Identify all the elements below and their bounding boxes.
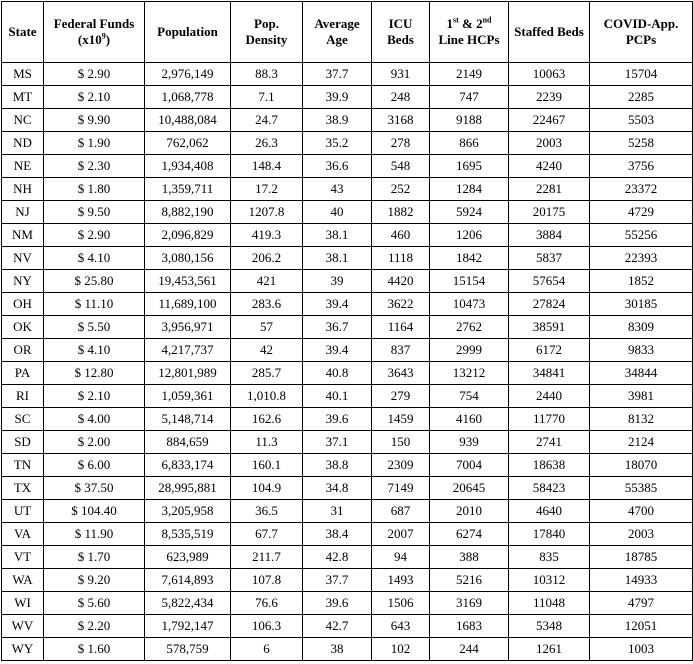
cell-hcps: 6274 — [430, 523, 509, 546]
cell-covid-pcps: 34844 — [590, 362, 693, 385]
table-row — [2, 500, 693, 523]
cell-state: MS — [2, 63, 44, 86]
table-row — [2, 247, 693, 270]
cell-staffed-beds: 4640 — [509, 500, 590, 523]
header-federal-funds-unit-close: ) — [105, 32, 111, 47]
table-row — [2, 523, 693, 546]
cell-staffed-beds: 2741 — [509, 431, 590, 454]
cell-population: 3,956,971 — [145, 316, 231, 339]
cell-icu-beds: 687 — [372, 500, 430, 523]
cell-staffed-beds: 34841 — [509, 362, 590, 385]
cell-average-age: 36.7 — [303, 316, 372, 339]
cell-state: NH — [2, 178, 44, 201]
cell-covid-pcps: 9833 — [590, 339, 693, 362]
cell-federal-funds: $ 9.50 — [44, 201, 145, 224]
cell-covid-pcps: 2124 — [590, 431, 693, 454]
cell-hcps: 7004 — [430, 454, 509, 477]
cell-hcps: 866 — [430, 132, 509, 155]
cell-pop-density: 36.5 — [231, 500, 303, 523]
cell-covid-pcps: 4700 — [590, 500, 693, 523]
cell-federal-funds: $ 2.10 — [44, 86, 145, 109]
table-row — [2, 546, 693, 569]
cell-average-age: 39.4 — [303, 293, 372, 316]
cell-hcps: 13212 — [430, 362, 509, 385]
cell-federal-funds: $ 11.10 — [44, 293, 145, 316]
header-hcps-nd: nd — [482, 15, 492, 25]
cell-population: 578,759 — [145, 638, 231, 661]
cell-population: 3,080,156 — [145, 247, 231, 270]
cell-federal-funds: $ 1.60 — [44, 638, 145, 661]
cell-staffed-beds: 22467 — [509, 109, 590, 132]
header-federal-funds — [44, 2, 145, 63]
cell-average-age: 37.1 — [303, 431, 372, 454]
table-row — [2, 431, 693, 454]
cell-staffed-beds: 2440 — [509, 385, 590, 408]
cell-icu-beds: 94 — [372, 546, 430, 569]
cell-staffed-beds: 58423 — [509, 477, 590, 500]
cell-population: 11,689,100 — [145, 293, 231, 316]
cell-staffed-beds: 5837 — [509, 247, 590, 270]
cell-hcps: 1842 — [430, 247, 509, 270]
cell-state: SC — [2, 408, 44, 431]
table-row — [2, 224, 693, 247]
cell-population: 1,934,408 — [145, 155, 231, 178]
cell-state: RI — [2, 385, 44, 408]
cell-pop-density: 88.3 — [231, 63, 303, 86]
cell-state: NY — [2, 270, 44, 293]
table-row — [2, 569, 693, 592]
cell-icu-beds: 1164 — [372, 316, 430, 339]
cell-population: 623,989 — [145, 546, 231, 569]
cell-pop-density: 107.8 — [231, 569, 303, 592]
cell-hcps: 9188 — [430, 109, 509, 132]
cell-staffed-beds: 2239 — [509, 86, 590, 109]
table-row — [2, 638, 693, 661]
cell-hcps: 1695 — [430, 155, 509, 178]
cell-icu-beds: 150 — [372, 431, 430, 454]
cell-average-age: 39.6 — [303, 592, 372, 615]
cell-state: OR — [2, 339, 44, 362]
cell-average-age: 42.7 — [303, 615, 372, 638]
cell-population: 19,453,561 — [145, 270, 231, 293]
table-row — [2, 316, 693, 339]
cell-staffed-beds: 57654 — [509, 270, 590, 293]
cell-covid-pcps: 4797 — [590, 592, 693, 615]
cell-icu-beds: 3168 — [372, 109, 430, 132]
cell-pop-density: 11.3 — [231, 431, 303, 454]
cell-staffed-beds: 835 — [509, 546, 590, 569]
cell-population: 8,882,190 — [145, 201, 231, 224]
cell-staffed-beds: 11048 — [509, 592, 590, 615]
cell-population: 12,801,989 — [145, 362, 231, 385]
cell-icu-beds: 1459 — [372, 408, 430, 431]
cell-icu-beds: 7149 — [372, 477, 430, 500]
cell-pop-density: 57 — [231, 316, 303, 339]
cell-hcps: 2010 — [430, 500, 509, 523]
cell-average-age: 38.8 — [303, 454, 372, 477]
cell-hcps: 3169 — [430, 592, 509, 615]
cell-staffed-beds: 3884 — [509, 224, 590, 247]
cell-staffed-beds: 11770 — [509, 408, 590, 431]
cell-icu-beds: 279 — [372, 385, 430, 408]
cell-population: 5,148,714 — [145, 408, 231, 431]
cell-hcps: 1206 — [430, 224, 509, 247]
header-staffed-beds: Staffed Beds — [509, 2, 590, 63]
cell-hcps: 1683 — [430, 615, 509, 638]
cell-covid-pcps: 4729 — [590, 201, 693, 224]
table-row — [2, 155, 693, 178]
cell-federal-funds: $ 2.10 — [44, 385, 145, 408]
cell-average-age: 40 — [303, 201, 372, 224]
cell-pop-density: 26.3 — [231, 132, 303, 155]
cell-staffed-beds: 1261 — [509, 638, 590, 661]
cell-population: 2,976,149 — [145, 63, 231, 86]
cell-pop-density: 67.7 — [231, 523, 303, 546]
cell-covid-pcps: 55385 — [590, 477, 693, 500]
cell-staffed-beds: 27824 — [509, 293, 590, 316]
cell-covid-pcps: 2285 — [590, 86, 693, 109]
cell-icu-beds: 460 — [372, 224, 430, 247]
cell-pop-density: 160.1 — [231, 454, 303, 477]
cell-pop-density: 419.3 — [231, 224, 303, 247]
header-federal-funds-unit-base: (x10 — [77, 32, 102, 47]
cell-population: 10,488,084 — [145, 109, 231, 132]
cell-hcps: 244 — [430, 638, 509, 661]
cell-covid-pcps: 1852 — [590, 270, 693, 293]
cell-staffed-beds: 38591 — [509, 316, 590, 339]
table-row — [2, 615, 693, 638]
cell-covid-pcps: 3756 — [590, 155, 693, 178]
cell-pop-density: 1207.8 — [231, 201, 303, 224]
cell-federal-funds: $ 2.30 — [44, 155, 145, 178]
cell-covid-pcps: 18070 — [590, 454, 693, 477]
cell-population: 6,833,174 — [145, 454, 231, 477]
cell-pop-density: 24.7 — [231, 109, 303, 132]
table-row — [2, 592, 693, 615]
cell-hcps: 15154 — [430, 270, 509, 293]
cell-pop-density: 76.6 — [231, 592, 303, 615]
cell-pop-density: 283.6 — [231, 293, 303, 316]
cell-covid-pcps: 30185 — [590, 293, 693, 316]
cell-federal-funds: $ 5.50 — [44, 316, 145, 339]
cell-staffed-beds: 10063 — [509, 63, 590, 86]
cell-federal-funds: $ 12.80 — [44, 362, 145, 385]
cell-hcps: 10473 — [430, 293, 509, 316]
header-hcps-second: & 2 — [458, 16, 483, 31]
cell-population: 2,096,829 — [145, 224, 231, 247]
cell-state: WI — [2, 592, 44, 615]
cell-hcps: 388 — [430, 546, 509, 569]
cell-average-age: 38 — [303, 638, 372, 661]
cell-federal-funds: $ 37.50 — [44, 477, 145, 500]
cell-population: 28,995,881 — [145, 477, 231, 500]
cell-icu-beds: 252 — [372, 178, 430, 201]
table-row — [2, 86, 693, 109]
cell-pop-density: 17.2 — [231, 178, 303, 201]
cell-average-age: 37.7 — [303, 63, 372, 86]
table-row — [2, 385, 693, 408]
cell-average-age: 43 — [303, 178, 372, 201]
cell-icu-beds: 1118 — [372, 247, 430, 270]
table-body — [2, 63, 693, 661]
header-icu-beds: ICU Beds — [372, 2, 430, 63]
cell-staffed-beds: 17840 — [509, 523, 590, 546]
cell-hcps: 2999 — [430, 339, 509, 362]
cell-federal-funds: $ 5.60 — [44, 592, 145, 615]
cell-population: 762,062 — [145, 132, 231, 155]
cell-average-age: 34.8 — [303, 477, 372, 500]
cell-icu-beds: 1493 — [372, 569, 430, 592]
cell-icu-beds: 102 — [372, 638, 430, 661]
cell-population: 1,792,147 — [145, 615, 231, 638]
cell-population: 5,822,434 — [145, 592, 231, 615]
cell-state: SD — [2, 431, 44, 454]
table-row — [2, 132, 693, 155]
cell-federal-funds: $ 25.80 — [44, 270, 145, 293]
cell-hcps: 747 — [430, 86, 509, 109]
cell-state: WV — [2, 615, 44, 638]
header-pop-density: Pop. Density — [231, 2, 303, 63]
cell-hcps: 20645 — [430, 477, 509, 500]
header-federal-funds-unit-exp: 9 — [101, 31, 106, 41]
cell-pop-density: 6 — [231, 638, 303, 661]
cell-staffed-beds: 2003 — [509, 132, 590, 155]
cell-pop-density: 106.3 — [231, 615, 303, 638]
cell-average-age: 31 — [303, 500, 372, 523]
cell-hcps: 939 — [430, 431, 509, 454]
cell-hcps: 2149 — [430, 63, 509, 86]
header-population: Population — [145, 2, 231, 63]
cell-population: 884,659 — [145, 431, 231, 454]
cell-covid-pcps: 3981 — [590, 385, 693, 408]
cell-average-age: 37.7 — [303, 569, 372, 592]
cell-pop-density: 285.7 — [231, 362, 303, 385]
cell-pop-density: 421 — [231, 270, 303, 293]
cell-average-age: 38.4 — [303, 523, 372, 546]
cell-icu-beds: 4420 — [372, 270, 430, 293]
cell-icu-beds: 931 — [372, 63, 430, 86]
cell-state: TN — [2, 454, 44, 477]
cell-covid-pcps: 18785 — [590, 546, 693, 569]
cell-icu-beds: 3643 — [372, 362, 430, 385]
cell-state: VA — [2, 523, 44, 546]
table-row — [2, 477, 693, 500]
cell-average-age: 40.8 — [303, 362, 372, 385]
cell-covid-pcps: 2003 — [590, 523, 693, 546]
cell-federal-funds: $ 4.00 — [44, 408, 145, 431]
cell-average-age: 40.1 — [303, 385, 372, 408]
header-hcps-first: 1 — [446, 16, 453, 31]
cell-icu-beds: 837 — [372, 339, 430, 362]
cell-average-age: 38.1 — [303, 247, 372, 270]
cell-icu-beds: 643 — [372, 615, 430, 638]
header-average-age: Average Age — [303, 2, 372, 63]
cell-state: OK — [2, 316, 44, 339]
table-row — [2, 362, 693, 385]
cell-population: 3,205,958 — [145, 500, 231, 523]
cell-average-age: 39.4 — [303, 339, 372, 362]
cell-staffed-beds: 4240 — [509, 155, 590, 178]
cell-state: ND — [2, 132, 44, 155]
state-data-table — [1, 1, 693, 661]
cell-population: 1,059,361 — [145, 385, 231, 408]
cell-federal-funds: $ 104.40 — [44, 500, 145, 523]
table-row — [2, 201, 693, 224]
cell-state: WY — [2, 638, 44, 661]
cell-pop-density: 42 — [231, 339, 303, 362]
cell-covid-pcps: 5503 — [590, 109, 693, 132]
cell-pop-density: 104.9 — [231, 477, 303, 500]
cell-federal-funds: $ 4.10 — [44, 339, 145, 362]
cell-population: 1,359,711 — [145, 178, 231, 201]
table-row — [2, 408, 693, 431]
cell-staffed-beds: 18638 — [509, 454, 590, 477]
cell-staffed-beds: 20175 — [509, 201, 590, 224]
cell-federal-funds: $ 2.00 — [44, 431, 145, 454]
cell-pop-density: 211.7 — [231, 546, 303, 569]
cell-state: PA — [2, 362, 44, 385]
cell-state: NV — [2, 247, 44, 270]
cell-population: 7,614,893 — [145, 569, 231, 592]
header-row — [2, 2, 693, 63]
cell-pop-density: 7.1 — [231, 86, 303, 109]
cell-hcps: 1284 — [430, 178, 509, 201]
cell-average-age: 36.6 — [303, 155, 372, 178]
cell-state: TX — [2, 477, 44, 500]
cell-staffed-beds: 10312 — [509, 569, 590, 592]
cell-federal-funds: $ 1.80 — [44, 178, 145, 201]
cell-covid-pcps: 55256 — [590, 224, 693, 247]
cell-federal-funds: $ 11.90 — [44, 523, 145, 546]
cell-icu-beds: 1882 — [372, 201, 430, 224]
cell-average-age: 39 — [303, 270, 372, 293]
cell-state: NE — [2, 155, 44, 178]
cell-population: 4,217,737 — [145, 339, 231, 362]
cell-federal-funds: $ 4.10 — [44, 247, 145, 270]
cell-hcps: 754 — [430, 385, 509, 408]
cell-icu-beds: 548 — [372, 155, 430, 178]
header-state: State — [2, 2, 44, 63]
cell-state: MT — [2, 86, 44, 109]
table-row — [2, 109, 693, 132]
cell-icu-beds: 248 — [372, 86, 430, 109]
cell-covid-pcps: 23372 — [590, 178, 693, 201]
cell-covid-pcps: 8309 — [590, 316, 693, 339]
cell-staffed-beds: 5348 — [509, 615, 590, 638]
cell-state: NC — [2, 109, 44, 132]
cell-hcps: 4160 — [430, 408, 509, 431]
cell-federal-funds: $ 6.00 — [44, 454, 145, 477]
header-hcps-label: Line HCPs — [438, 32, 500, 47]
cell-covid-pcps: 15704 — [590, 63, 693, 86]
cell-covid-pcps: 1003 — [590, 638, 693, 661]
cell-staffed-beds: 2281 — [509, 178, 590, 201]
cell-federal-funds: $ 2.90 — [44, 224, 145, 247]
cell-pop-density: 206.2 — [231, 247, 303, 270]
cell-state: NJ — [2, 201, 44, 224]
cell-federal-funds: $ 2.90 — [44, 63, 145, 86]
cell-icu-beds: 2309 — [372, 454, 430, 477]
cell-federal-funds: $ 1.70 — [44, 546, 145, 569]
table-row — [2, 454, 693, 477]
cell-hcps: 2762 — [430, 316, 509, 339]
cell-state: OH — [2, 293, 44, 316]
table-row — [2, 63, 693, 86]
cell-state: VT — [2, 546, 44, 569]
cell-average-age: 38.1 — [303, 224, 372, 247]
cell-icu-beds: 1506 — [372, 592, 430, 615]
cell-state: NM — [2, 224, 44, 247]
cell-pop-density: 162.6 — [231, 408, 303, 431]
header-hcps — [430, 2, 509, 63]
table-row — [2, 178, 693, 201]
cell-federal-funds: $ 9.20 — [44, 569, 145, 592]
cell-staffed-beds: 6172 — [509, 339, 590, 362]
cell-state: UT — [2, 500, 44, 523]
cell-covid-pcps: 8132 — [590, 408, 693, 431]
table-row — [2, 339, 693, 362]
cell-federal-funds: $ 9.90 — [44, 109, 145, 132]
cell-pop-density: 1,010.8 — [231, 385, 303, 408]
header-federal-funds-label: Federal Funds — [53, 16, 135, 31]
cell-average-age: 39.9 — [303, 86, 372, 109]
cell-pop-density: 148.4 — [231, 155, 303, 178]
cell-hcps: 5216 — [430, 569, 509, 592]
cell-covid-pcps: 5258 — [590, 132, 693, 155]
header-covid-pcps: COVID-App. PCPs — [590, 2, 693, 63]
cell-population: 1,068,778 — [145, 86, 231, 109]
cell-state: WA — [2, 569, 44, 592]
cell-covid-pcps: 12051 — [590, 615, 693, 638]
table-row — [2, 293, 693, 316]
cell-population: 8,535,519 — [145, 523, 231, 546]
table-row — [2, 270, 693, 293]
cell-hcps: 5924 — [430, 201, 509, 224]
cell-covid-pcps: 14933 — [590, 569, 693, 592]
cell-icu-beds: 278 — [372, 132, 430, 155]
cell-average-age: 39.6 — [303, 408, 372, 431]
cell-federal-funds: $ 2.20 — [44, 615, 145, 638]
header-hcps-st: st — [452, 15, 459, 25]
cell-icu-beds: 2007 — [372, 523, 430, 546]
cell-icu-beds: 3622 — [372, 293, 430, 316]
cell-covid-pcps: 22393 — [590, 247, 693, 270]
cell-average-age: 35.2 — [303, 132, 372, 155]
cell-average-age: 42.8 — [303, 546, 372, 569]
cell-federal-funds: $ 1.90 — [44, 132, 145, 155]
cell-average-age: 38.9 — [303, 109, 372, 132]
